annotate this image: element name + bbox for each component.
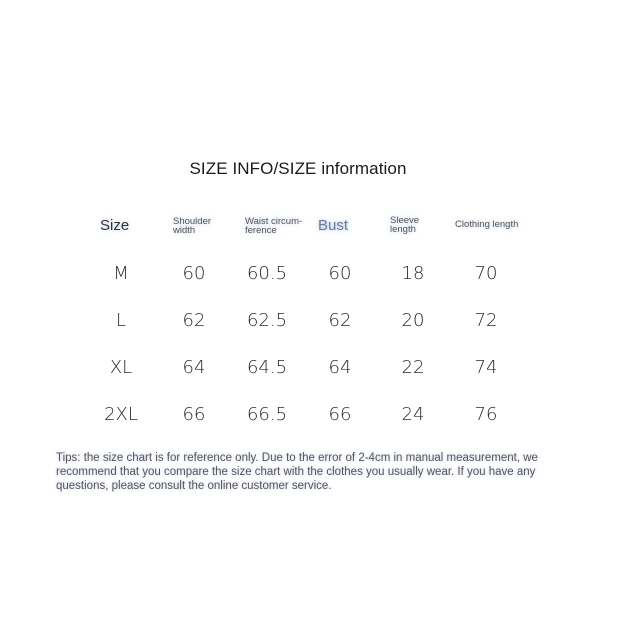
- header-shoulder-width: [173, 217, 211, 235]
- cell-sleeve: 20: [401, 310, 425, 331]
- cell-bust: 60: [328, 263, 352, 284]
- cell-waist: 62.5: [246, 310, 288, 331]
- cell-waist: 64.5: [246, 357, 288, 378]
- cell-shoulder: 66: [182, 404, 206, 425]
- cell-sleeve: 24: [401, 404, 425, 425]
- cell-shoulder: 62: [182, 310, 206, 331]
- cell-length: 76: [474, 404, 498, 425]
- cell-bust: 66: [328, 404, 352, 425]
- header-clothing-length: Clothing length: [455, 219, 519, 230]
- cell-waist: 60.5: [246, 263, 288, 284]
- header-size: Size: [100, 217, 130, 234]
- cell-size: L: [115, 310, 127, 331]
- cell-size: M: [113, 263, 129, 284]
- cell-size: XL: [109, 357, 133, 378]
- cell-length: 72: [474, 310, 498, 331]
- cell-length: 74: [474, 357, 498, 378]
- header-waist-line1: Waist circum-: [245, 216, 303, 227]
- header-sleeve-length: [390, 216, 419, 234]
- header-sleeve-line2: length: [390, 224, 416, 235]
- header-sleeve-line1: Sleeve: [390, 215, 420, 226]
- header-waist-line2: ference: [245, 225, 277, 236]
- cell-shoulder: 64: [182, 357, 206, 378]
- header-waist-circumference: [245, 217, 302, 235]
- header-bust: Bust: [318, 217, 349, 234]
- header-shoulder-line1: Shoulder: [173, 216, 212, 227]
- cell-bust: 62: [328, 310, 352, 331]
- tips-note: Tips: the size chart is for reference only. Due to the error of 2-4cm in manual measurement, we recommend that you compare the size chart with the clothes you usually wear. If you have any questions, please consult the online customer service.: [56, 452, 538, 492]
- cell-length: 70: [474, 263, 498, 284]
- cell-waist: 66.5: [246, 404, 288, 425]
- page-title: SIZE INFO/SIZE information: [189, 159, 407, 178]
- cell-sleeve: 18: [401, 263, 425, 284]
- cell-size: 2XL: [104, 404, 138, 425]
- cell-sleeve: 22: [401, 357, 425, 378]
- cell-shoulder: 60: [182, 263, 206, 284]
- cell-bust: 64: [328, 357, 352, 378]
- header-shoulder-line2: width: [173, 225, 196, 236]
